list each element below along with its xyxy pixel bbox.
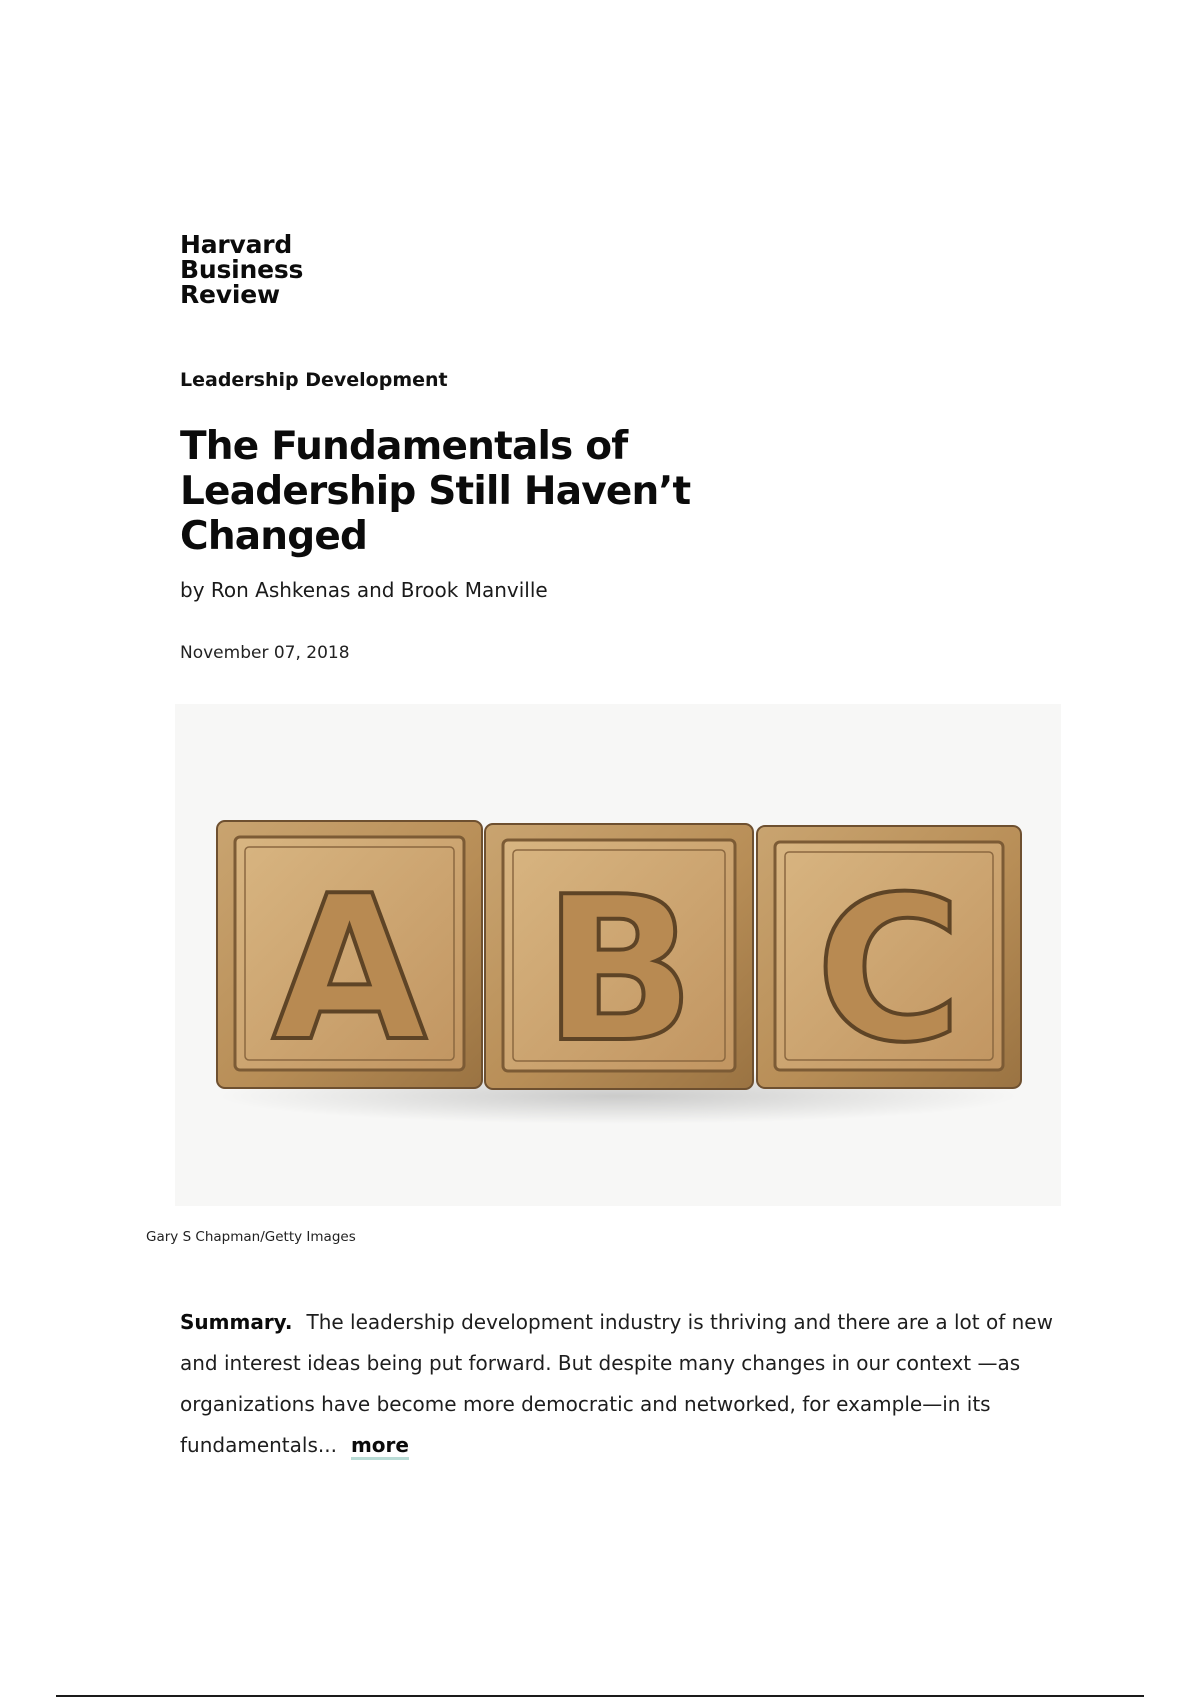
logo-line-3: Review <box>180 280 280 309</box>
bottom-divider <box>56 1695 1144 1697</box>
block-b <box>485 824 753 1089</box>
abc-blocks-illustration <box>175 704 1061 1206</box>
hbr-logo[interactable] <box>180 232 303 307</box>
article-summary <box>180 1302 1060 1466</box>
title-line-3: Changed <box>180 514 368 559</box>
title-line-1: The Fundamentals of <box>180 424 628 469</box>
title-line-2: Leadership Still Haven’t <box>180 469 691 514</box>
publish-date: November 07, 2018 <box>180 643 350 663</box>
article-title <box>180 424 740 559</box>
block-c <box>757 826 1021 1088</box>
block-a <box>217 821 482 1088</box>
block-a-letter: A <box>272 853 427 1086</box>
summary-label: Summary. <box>180 1310 293 1334</box>
byline: by Ron Ashkenas and Brook Manville <box>180 578 548 602</box>
image-credit: Gary S Chapman/Getty Images <box>146 1229 356 1245</box>
logo-line-1: Harvard <box>180 230 293 259</box>
more-link[interactable]: more <box>351 1433 409 1460</box>
logo-line-2: Business <box>180 255 304 284</box>
block-b-letter: B <box>542 854 696 1087</box>
topic-link[interactable]: Leadership Development <box>180 369 448 391</box>
hero-image <box>175 704 1061 1206</box>
summary-text: The leadership development industry is thriving and there are a lot of new and interest ideas being put forward. But despite many changes in our context —as organizations have become more democratic and networked, for example—in its fundamentals... <box>180 1310 1053 1457</box>
block-c-letter: C <box>815 854 963 1087</box>
